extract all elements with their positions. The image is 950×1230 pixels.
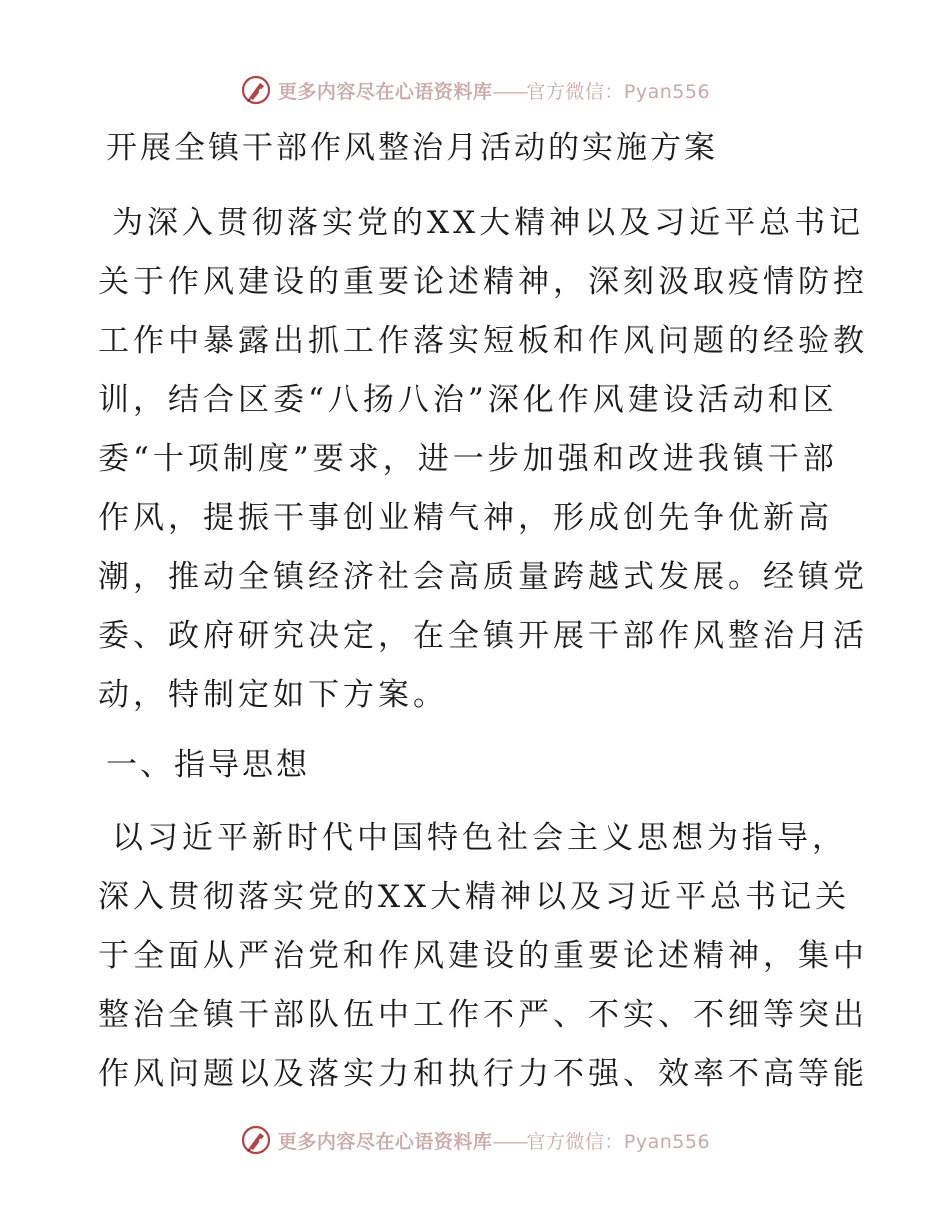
pen-logo-icon — [240, 1124, 272, 1156]
text-line: 于全面从严治党和作风建设的重要论述精神，集中 — [98, 938, 868, 974]
text-line: 工作中暴露出抓工作落实短板和作风问题的经验教 — [98, 323, 868, 359]
watermark-banner-top — [0, 70, 950, 110]
section-heading-guiding-thought: 一、指导思想 — [106, 747, 310, 783]
watermark-main: 更多内容尽在心语资料库 — [277, 80, 493, 103]
text-line: 作风问题以及落实力和执行力不强、效率不高等能 — [98, 1056, 868, 1092]
watermark-wechat: 官方微信：Pyan556 — [526, 1130, 711, 1153]
watermark-text — [278, 1127, 710, 1154]
watermark-banner-bottom — [0, 1120, 950, 1160]
watermark-text — [278, 77, 710, 104]
text-line: 为深入贯彻落实党的XX大精神以及习近平总书记 — [112, 205, 865, 241]
text-line: 动，特制定如下方案。 — [98, 677, 448, 713]
document-title: 开展全镇干部作风整治月活动的实施方案 — [106, 130, 718, 166]
watermark-content — [240, 1124, 710, 1156]
text-line: 整治全镇干部队伍中工作不严、不实、不细等突出 — [98, 997, 868, 1033]
pen-logo-icon — [240, 74, 272, 106]
intro-paragraph — [98, 194, 868, 725]
watermark-dash: —— — [492, 80, 527, 103]
text-line: 作风，提振干事创业精气神，形成创先争优新高 — [98, 500, 833, 536]
text-line: 委、政府研究决定，在全镇开展干部作风整治月活 — [98, 618, 868, 654]
text-line: 潮，推动全镇经济社会高质量跨越式发展。经镇党 — [98, 559, 868, 595]
watermark-main: 更多内容尽在心语资料库 — [277, 1130, 493, 1153]
document-body — [98, 118, 868, 1104]
watermark-wechat: 官方微信：Pyan556 — [526, 80, 711, 103]
text-line: 以习近平新时代中国特色社会主义思想为指导， — [112, 820, 847, 856]
watermark-dash: —— — [492, 1130, 527, 1153]
text-line: 深入贯彻落实党的XX大精神以及习近平总书记关 — [98, 879, 851, 915]
watermark-content — [240, 74, 710, 106]
text-line: 委“十项制度”要求，进一步加强和改进我镇干部 — [98, 441, 838, 477]
text-line: 训，结合区委“八扬八治”深化作风建设活动和区 — [98, 382, 838, 418]
section-paragraph — [98, 809, 868, 1104]
text-line: 关于作风建设的重要论述精神，深刻汲取疫情防控 — [98, 264, 868, 300]
